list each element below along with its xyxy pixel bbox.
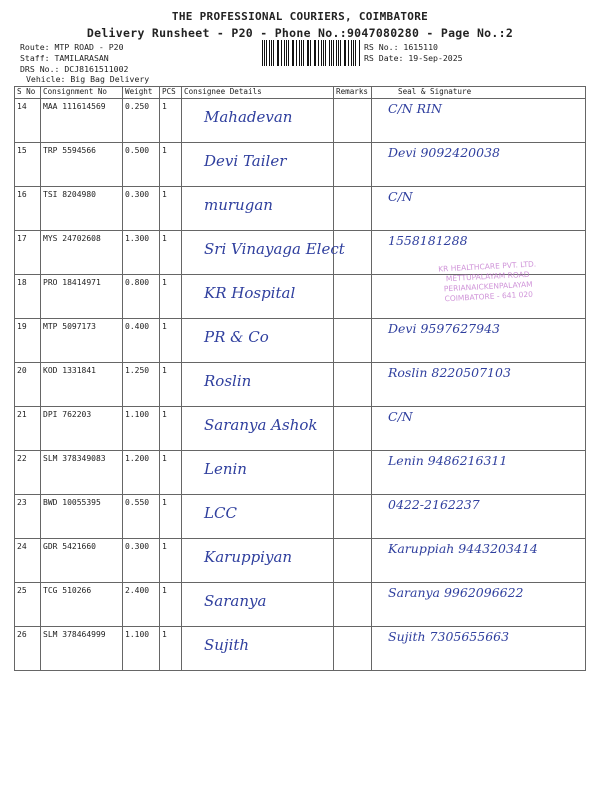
table-header-row — [15, 87, 586, 99]
row-signature-cell — [372, 451, 586, 495]
row-sno: 23 — [17, 498, 27, 507]
row-weight-cell — [123, 627, 160, 671]
row-weight-cell — [123, 583, 160, 627]
row-pcs: 1 — [162, 102, 167, 111]
row-remarks-cell — [334, 275, 372, 319]
row-remarks-cell — [334, 627, 372, 671]
barcode-bar — [273, 40, 274, 66]
row-consignee-cell — [182, 451, 334, 495]
row-signature: C/N — [388, 189, 413, 204]
row-signature: C/N RIN — [388, 101, 442, 116]
row-signature-cell — [372, 627, 586, 671]
barcode-bar — [286, 40, 287, 66]
row-pcs-cell — [160, 539, 182, 583]
row-weight: 1.100 — [125, 630, 150, 639]
row-weight: 0.800 — [125, 278, 150, 287]
row-sno-cell — [15, 99, 41, 143]
row-weight-cell — [123, 99, 160, 143]
row-signature-cell — [372, 583, 586, 627]
col-pcs: PCS — [160, 87, 182, 99]
row-consignment: DPI 762203 — [43, 410, 92, 419]
row-consignment: BWD 10055395 — [43, 498, 101, 507]
row-signature: 1558181288 — [388, 233, 468, 248]
company-stamp — [407, 258, 569, 306]
row-weight-cell — [123, 495, 160, 539]
row-weight-cell — [123, 187, 160, 231]
row-consignee: Mahadevan — [204, 108, 293, 126]
col-sno: S No — [15, 87, 41, 99]
row-weight: 1.300 — [125, 234, 150, 243]
row-consignment-cell — [41, 583, 123, 627]
row-consignee-cell — [182, 363, 334, 407]
row-pcs-cell — [160, 143, 182, 187]
row-sno-cell — [15, 495, 41, 539]
barcode — [262, 40, 360, 66]
barcode-bar — [303, 40, 304, 66]
row-weight: 2.400 — [125, 586, 150, 595]
row-sno: 17 — [17, 234, 27, 243]
vehicle-label: Vehicle: Big Bag Delivery — [26, 74, 150, 84]
row-weight-cell — [123, 319, 160, 363]
row-remarks-cell — [334, 319, 372, 363]
row-remarks-cell — [334, 583, 372, 627]
row-pcs-cell — [160, 275, 182, 319]
row-sno-cell — [15, 319, 41, 363]
row-pcs: 1 — [162, 278, 167, 287]
row-consignment: TSI 8204980 — [43, 190, 96, 199]
row-weight: 0.500 — [125, 146, 150, 155]
row-pcs: 1 — [162, 410, 167, 419]
row-sno: 20 — [17, 366, 27, 375]
row-consignee: KR Hospital — [204, 284, 296, 302]
row-signature-cell — [372, 363, 586, 407]
row-remarks-cell — [334, 187, 372, 231]
row-consignment-cell — [41, 319, 123, 363]
row-consignment: MTP 5097173 — [43, 322, 96, 331]
row-consignee-cell — [182, 627, 334, 671]
row-sno: 19 — [17, 322, 27, 331]
row-signature: Lenin 9486216311 — [388, 453, 508, 468]
row-sno: 18 — [17, 278, 27, 287]
row-consignment-cell — [41, 187, 123, 231]
row-pcs: 1 — [162, 498, 167, 507]
table-row — [15, 319, 586, 363]
table-row — [15, 583, 586, 627]
row-consignee-cell — [182, 143, 334, 187]
row-weight-cell — [123, 275, 160, 319]
col-remarks: Remarks — [334, 87, 372, 99]
row-weight: 0.300 — [125, 542, 150, 551]
row-pcs: 1 — [162, 586, 167, 595]
barcode-bar — [281, 40, 282, 66]
row-consignee: Lenin — [204, 460, 247, 478]
barcode-bar — [336, 40, 337, 66]
row-consignee-cell — [182, 231, 345, 275]
row-consignee-cell — [182, 495, 334, 539]
row-signature-cell — [372, 539, 586, 583]
row-consignee-cell — [182, 539, 334, 583]
row-pcs: 1 — [162, 190, 167, 199]
row-remarks-cell — [334, 363, 372, 407]
row-consignment: SLM 378349083 — [43, 454, 106, 463]
col-consignment: Consignment No — [41, 87, 123, 99]
row-pcs: 1 — [162, 630, 167, 639]
row-weight: 1.100 — [125, 410, 150, 419]
row-consignee: Roslin — [204, 372, 252, 390]
table-row — [15, 627, 586, 671]
row-consignment-cell — [41, 495, 123, 539]
table-row — [15, 143, 586, 187]
row-weight: 0.550 — [125, 498, 150, 507]
row-sno-cell — [15, 143, 41, 187]
row-consignee: Saranya — [204, 592, 267, 610]
row-weight: 0.300 — [125, 190, 150, 199]
table-row — [15, 451, 586, 495]
barcode-bar — [323, 40, 324, 66]
row-remarks-cell — [334, 539, 372, 583]
row-remarks-cell — [334, 143, 372, 187]
row-consignee: Sujith — [204, 636, 250, 654]
row-consignment: KOD 1331841 — [43, 366, 96, 375]
table-row — [15, 539, 586, 583]
row-weight: 0.400 — [125, 322, 150, 331]
row-sno: 24 — [17, 542, 27, 551]
row-remarks-cell — [334, 495, 372, 539]
row-sno-cell — [15, 407, 41, 451]
row-consignee-cell — [182, 187, 334, 231]
row-signature-cell — [372, 319, 586, 363]
row-remarks-cell — [334, 99, 372, 143]
row-pcs: 1 — [162, 322, 167, 331]
row-pcs-cell — [160, 363, 182, 407]
row-consignee: PR & Co — [204, 328, 269, 346]
row-pcs-cell — [160, 231, 182, 275]
row-weight-cell — [123, 231, 160, 275]
row-consignee: murugan — [204, 196, 273, 214]
row-signature: C/N — [388, 409, 413, 424]
row-pcs: 1 — [162, 454, 167, 463]
row-sno: 15 — [17, 146, 27, 155]
row-pcs-cell — [160, 407, 182, 451]
row-weight: 1.250 — [125, 366, 150, 375]
stamp-line: COIMBATORE - 641 020 — [444, 289, 534, 304]
row-signature-cell — [372, 407, 586, 451]
row-signature-cell — [372, 143, 586, 187]
staff-label: Staff: TAMILARASAN — [20, 53, 109, 63]
row-remarks-cell — [334, 451, 372, 495]
barcode-bar — [296, 40, 297, 66]
barcode-bar — [345, 40, 346, 66]
row-consignment: PRO 18414971 — [43, 278, 101, 287]
row-sno-cell — [15, 583, 41, 627]
row-pcs-cell — [160, 495, 182, 539]
stamp-line: KR HEALTHCARE PVT. LTD. — [437, 259, 537, 274]
table-row — [15, 495, 586, 539]
row-weight-cell — [123, 407, 160, 451]
barcode-bar — [293, 40, 294, 66]
row-consignment-cell — [41, 275, 123, 319]
row-signature: Karuppiah 9443203414 — [388, 541, 538, 556]
row-signature-cell — [372, 187, 586, 231]
runsheet-table — [14, 86, 586, 671]
row-pcs-cell — [160, 319, 182, 363]
row-consignment-cell — [41, 231, 123, 275]
row-signature: Sujith 7305655663 — [388, 629, 510, 644]
table-row — [15, 407, 586, 451]
row-pcs-cell — [160, 99, 182, 143]
barcode-bar — [310, 40, 311, 66]
row-sno: 21 — [17, 410, 27, 419]
row-sno-cell — [15, 363, 41, 407]
row-consignee: Devi Tailer — [204, 152, 287, 170]
row-sno-cell — [15, 451, 41, 495]
row-sno: 16 — [17, 190, 27, 199]
table-row — [15, 187, 586, 231]
row-weight-cell — [123, 539, 160, 583]
row-sno-cell — [15, 539, 41, 583]
row-consignee-cell — [182, 275, 334, 319]
row-sno: 26 — [17, 630, 27, 639]
rs-number: RS No.: 1615110 — [364, 42, 438, 52]
row-consignment-cell — [41, 627, 123, 671]
barcode-bar — [262, 40, 263, 66]
row-consignment: TCG 510266 — [43, 586, 92, 595]
barcode-bar — [351, 40, 352, 66]
row-pcs-cell — [160, 451, 182, 495]
drs-number: DRS No.: DCJ8161511002 — [20, 64, 129, 74]
row-consignee: LCC — [204, 504, 237, 522]
row-weight-cell — [123, 451, 160, 495]
row-pcs-cell — [160, 583, 182, 627]
row-signature: Devi 9092420038 — [388, 145, 500, 160]
row-signature: Devi 9597627943 — [388, 321, 500, 336]
row-consignee-cell — [182, 319, 334, 363]
row-signature-cell — [372, 99, 586, 143]
row-consignee: Karuppiyan — [204, 548, 293, 566]
row-pcs: 1 — [162, 542, 167, 551]
row-weight: 1.200 — [125, 454, 150, 463]
row-consignment: TRP 5594566 — [43, 146, 96, 155]
route-label: Route: MTP ROAD - P20 — [20, 42, 124, 52]
row-consignment: MAA 111614569 — [43, 102, 106, 111]
row-sno-cell — [15, 627, 41, 671]
runsheet-subtitle: Delivery Runsheet - P20 - Phone No.:9047080280 - Page No.:2 — [86, 26, 514, 40]
row-signature-cell — [372, 495, 586, 539]
row-consignee: Sri Vinayaga Elect — [204, 240, 345, 258]
row-consignment-cell — [41, 539, 123, 583]
row-consignment-cell — [41, 407, 123, 451]
col-seal: Seal & Signature — [372, 87, 586, 99]
table-row — [15, 363, 586, 407]
row-sno-cell — [15, 187, 41, 231]
row-consignment: SLM 378464999 — [43, 630, 106, 639]
rs-date: RS Date: 19-Sep-2025 — [364, 53, 463, 63]
row-sno: 25 — [17, 586, 27, 595]
row-consignee: Saranya Ashok — [204, 416, 318, 434]
row-weight-cell — [123, 143, 160, 187]
row-consignee-cell — [182, 407, 334, 451]
row-consignment: MYS 24702608 — [43, 234, 101, 243]
row-pcs: 1 — [162, 366, 167, 375]
col-consignee: Consignee Details — [182, 87, 334, 99]
barcode-bar — [359, 40, 360, 66]
row-consignee-cell — [182, 99, 334, 143]
row-pcs: 1 — [162, 146, 167, 155]
row-signature: Roslin 8220507103 — [388, 365, 511, 380]
row-sno-cell — [15, 231, 41, 275]
stamp-line: METTUPALAYAM ROAD — [445, 269, 530, 284]
row-sno: 14 — [17, 102, 27, 111]
row-pcs: 1 — [162, 234, 167, 243]
row-consignment-cell — [41, 363, 123, 407]
row-sno: 22 — [17, 454, 27, 463]
barcode-bar — [329, 40, 330, 66]
row-sno-cell — [15, 275, 41, 319]
row-consignment-cell — [41, 143, 123, 187]
table-row — [15, 99, 586, 143]
row-consignment-cell — [41, 451, 123, 495]
company-title: THE PROFESSIONAL COURIERS, COIMBATORE — [171, 10, 429, 23]
row-consignment: GDR 5421660 — [43, 542, 96, 551]
barcode-bar — [269, 40, 270, 66]
row-consignment-cell — [41, 99, 123, 143]
row-weight-cell — [123, 363, 160, 407]
row-pcs-cell — [160, 627, 182, 671]
row-signature: 0422-2162237 — [388, 497, 480, 512]
row-consignee-cell — [182, 583, 334, 627]
col-weight: Weight — [123, 87, 160, 99]
barcode-bar — [315, 40, 316, 66]
row-pcs-cell — [160, 187, 182, 231]
stamp-line: PERIANAICKENPALAYAM — [443, 279, 533, 294]
row-signature: Saranya 9962096622 — [388, 585, 524, 600]
row-remarks-cell — [334, 407, 372, 451]
barcode-bar — [338, 40, 339, 66]
row-weight: 0.250 — [125, 102, 150, 111]
